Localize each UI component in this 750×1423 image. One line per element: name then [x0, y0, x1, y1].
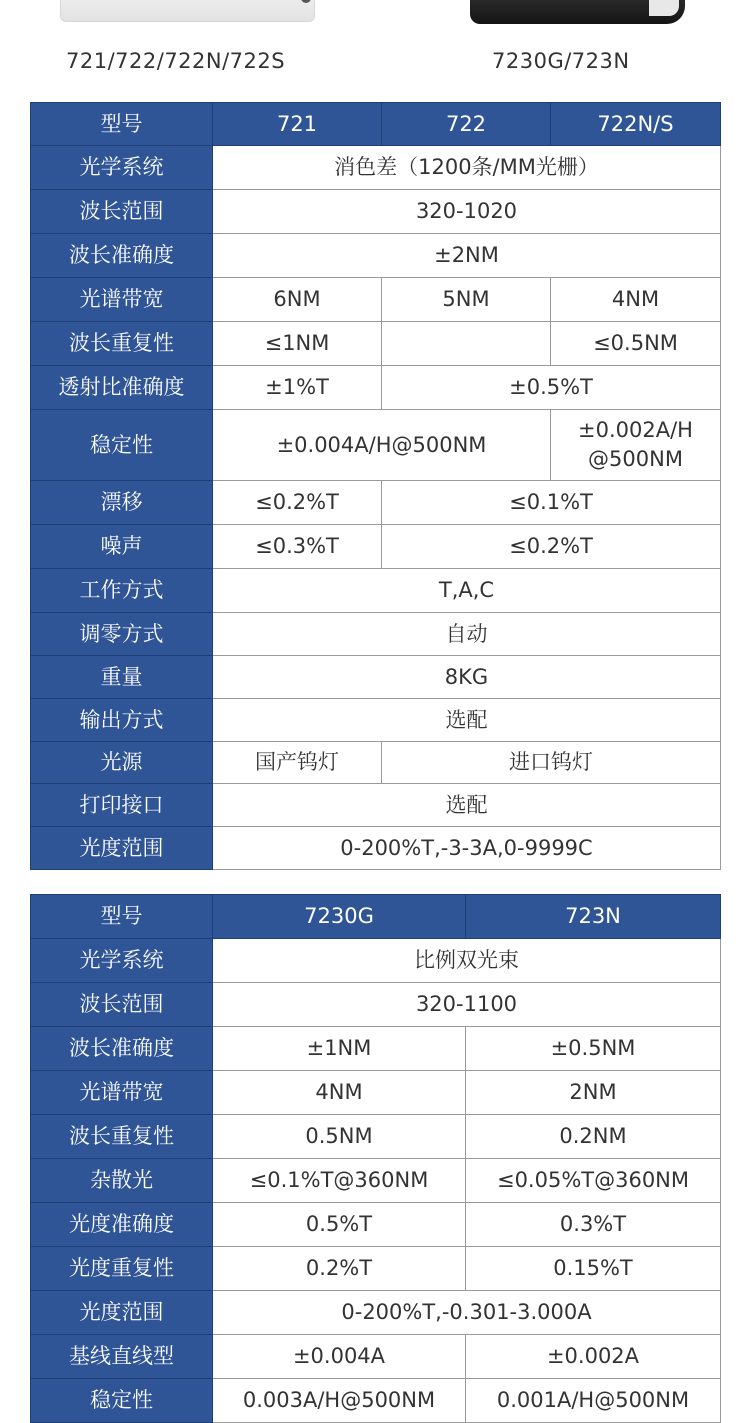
cell-value: 320-1020 — [213, 190, 721, 234]
caption-721-series: 721/722/722N/722S — [66, 49, 286, 73]
cell-value: 4NM — [213, 1071, 466, 1115]
row-label: 调零方式 — [31, 613, 213, 656]
row-label: 光谱带宽 — [31, 278, 213, 322]
cell-value: 0.003A/H@500NM — [213, 1379, 466, 1423]
table-header-row — [31, 103, 721, 146]
table-row — [31, 278, 721, 322]
table-row — [31, 1027, 721, 1071]
row-label: 光度重复性 — [31, 1247, 213, 1291]
table-row — [31, 939, 721, 983]
row-label: 波长准确度 — [31, 234, 213, 278]
row-label: 光学系统 — [31, 939, 213, 983]
cell-value: ≤0.2%T — [382, 525, 721, 569]
row-label: 光源 — [31, 742, 213, 784]
table-row — [31, 410, 721, 481]
row-label: 工作方式 — [31, 569, 213, 613]
table-row — [31, 525, 721, 569]
table-row — [31, 366, 721, 410]
cell-value: ±2NM — [213, 234, 721, 278]
row-label: 输出方式 — [31, 699, 213, 742]
screw-icon — [301, 0, 311, 3]
caption-7230g-series: 7230G/723N — [492, 49, 630, 73]
table-row — [31, 827, 721, 870]
table-row — [31, 742, 721, 784]
table-row — [31, 1071, 721, 1115]
cell-value: 5NM — [382, 278, 551, 322]
table-row — [31, 1379, 721, 1423]
cell-value: ≤0.3%T — [213, 525, 382, 569]
row-label: 透射比准确度 — [31, 366, 213, 410]
product-images — [0, 0, 750, 100]
cell-value: 8KG — [213, 656, 721, 699]
cell-value: ±1NM — [213, 1027, 466, 1071]
cell-value — [382, 322, 551, 366]
row-label: 噪声 — [31, 525, 213, 569]
table-row — [31, 569, 721, 613]
row-label: 波长准确度 — [31, 1027, 213, 1071]
table-row — [31, 1203, 721, 1247]
spec-table-721-series — [30, 102, 721, 870]
row-label: 光学系统 — [31, 146, 213, 190]
row-label: 稳定性 — [31, 1379, 213, 1423]
header-7230g: 7230G — [213, 895, 466, 939]
cell-value: 国产钨灯 — [213, 742, 382, 784]
table-row — [31, 1247, 721, 1291]
table-row — [31, 784, 721, 827]
cell-value: 0.001A/H@500NM — [466, 1379, 721, 1423]
table-row — [31, 983, 721, 1027]
cell-value: 6NM — [213, 278, 382, 322]
cell-line: @500NM — [588, 447, 683, 471]
table-row — [31, 656, 721, 699]
cell-value: 0-200%T,-3-3A,0-9999C — [213, 827, 721, 870]
cell-value: 比例双光束 — [213, 939, 721, 983]
row-label: 光度范围 — [31, 827, 213, 870]
row-label: 稳定性 — [31, 410, 213, 481]
row-label: 杂散光 — [31, 1159, 213, 1203]
cell-value: T,A,C — [213, 569, 721, 613]
cell-value: 0.2%T — [213, 1247, 466, 1291]
cell-value-stacked — [551, 410, 721, 481]
cell-value: ±0.004A — [213, 1335, 466, 1379]
cell-value: ≤0.5NM — [551, 322, 721, 366]
cell-value: 消色差（1200条/MM光栅） — [213, 146, 721, 190]
cell-value: 0.5NM — [213, 1115, 466, 1159]
row-label: 光度准确度 — [31, 1203, 213, 1247]
cell-value: 选配 — [213, 784, 721, 827]
cell-value: 0.5%T — [213, 1203, 466, 1247]
spec-table-7230g-series — [30, 894, 721, 1423]
cell-value: 4NM — [551, 278, 721, 322]
cell-line: ±0.002A/H — [578, 418, 693, 442]
table-row — [31, 190, 721, 234]
row-label: 漂移 — [31, 481, 213, 525]
table-row — [31, 322, 721, 366]
cell-value: ±0.004A/H@500NM — [213, 410, 551, 481]
device-edge — [649, 0, 679, 16]
row-label: 波长范围 — [31, 983, 213, 1027]
row-label: 重量 — [31, 656, 213, 699]
header-722: 722 — [382, 103, 551, 146]
cell-value: ≤1NM — [213, 322, 382, 366]
cell-value: 自动 — [213, 613, 721, 656]
cell-value: ±1%T — [213, 366, 382, 410]
product-image-7230g — [470, 0, 685, 24]
table-row — [31, 1115, 721, 1159]
header-723n: 723N — [466, 895, 721, 939]
table-row — [31, 146, 721, 190]
cell-value: ±0.002A — [466, 1335, 721, 1379]
table-row — [31, 1159, 721, 1203]
row-label: 光度范围 — [31, 1291, 213, 1335]
table-row — [31, 613, 721, 656]
table-row — [31, 1291, 721, 1335]
row-label: 光谱带宽 — [31, 1071, 213, 1115]
table-header-row — [31, 895, 721, 939]
cell-value: 0.2NM — [466, 1115, 721, 1159]
cell-value: 2NM — [466, 1071, 721, 1115]
row-label: 波长重复性 — [31, 1115, 213, 1159]
cell-value: ≤0.1%T@360NM — [213, 1159, 466, 1203]
cell-value: ≤0.05%T@360NM — [466, 1159, 721, 1203]
row-label: 波长重复性 — [31, 322, 213, 366]
cell-value: 320-1100 — [213, 983, 721, 1027]
cell-value: ≤0.1%T — [382, 481, 721, 525]
cell-value: 选配 — [213, 699, 721, 742]
cell-value: ±0.5NM — [466, 1027, 721, 1071]
cell-value: 进口钨灯 — [382, 742, 721, 784]
table-row — [31, 481, 721, 525]
row-label: 波长范围 — [31, 190, 213, 234]
table-row — [31, 1335, 721, 1379]
row-label: 基线直线型 — [31, 1335, 213, 1379]
cell-value: 0.15%T — [466, 1247, 721, 1291]
table-row — [31, 699, 721, 742]
header-model: 型号 — [31, 103, 213, 146]
product-image-721 — [60, 0, 315, 22]
cell-value: 0.3%T — [466, 1203, 721, 1247]
cell-value: 0-200%T,-0.301-3.000A — [213, 1291, 721, 1335]
cell-value: ±0.5%T — [382, 366, 721, 410]
cell-value: ≤0.2%T — [213, 481, 382, 525]
table-row — [31, 234, 721, 278]
header-model: 型号 — [31, 895, 213, 939]
row-label: 打印接口 — [31, 784, 213, 827]
header-721: 721 — [213, 103, 382, 146]
header-722ns: 722N/S — [551, 103, 721, 146]
